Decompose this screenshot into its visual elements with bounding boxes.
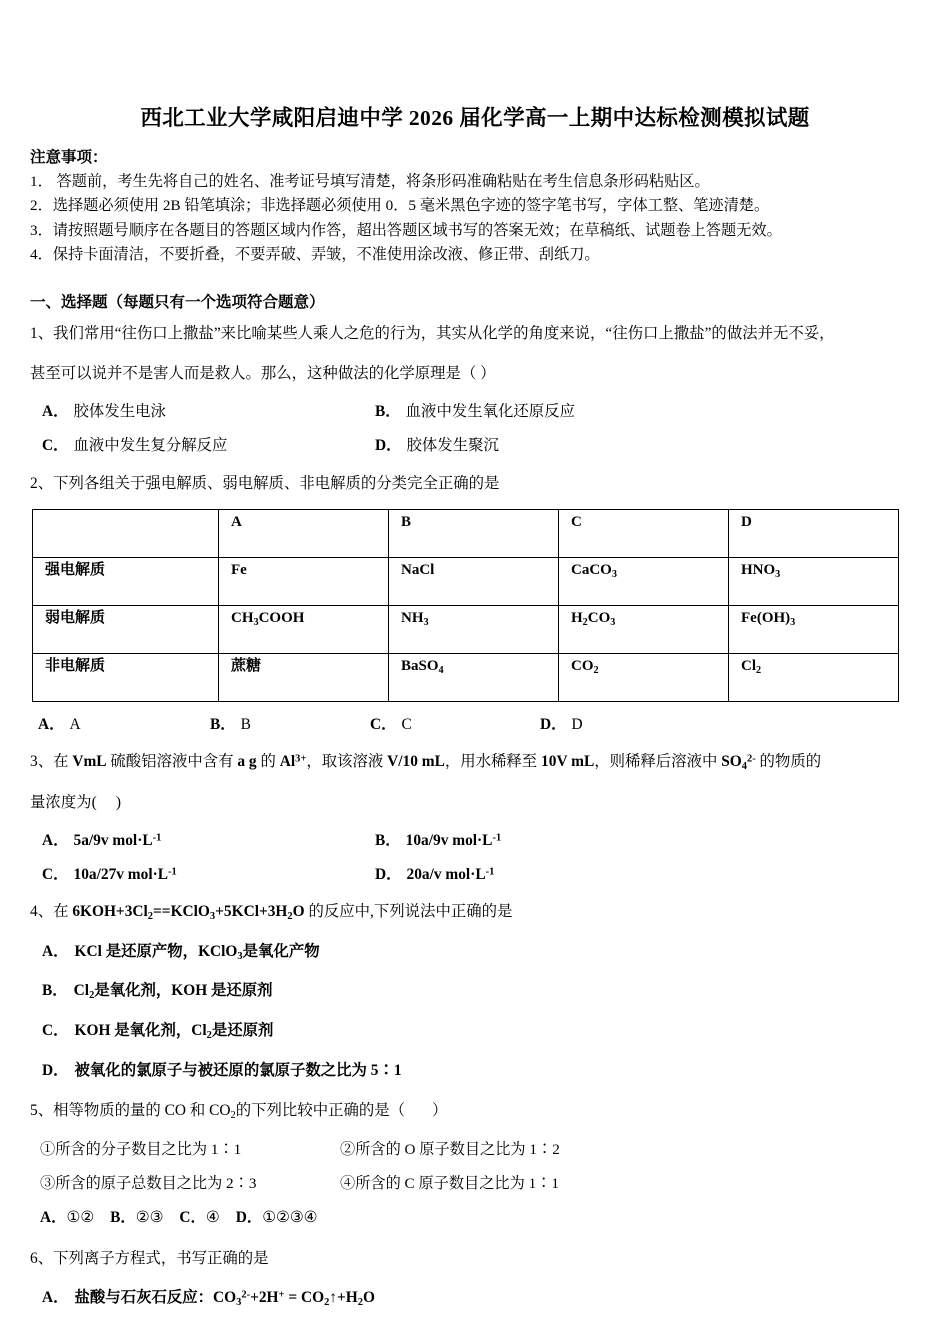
option-text: ④ xyxy=(205,1209,220,1227)
option-text: KCl 是还原产物，KClO$_3$是氧化产物 xyxy=(74,942,320,962)
question-3-stem-line-1: 3、在 VmL 硫酸铝溶液中含有 a g 的 $Al^{3+}$，取该溶液 V/10 mL，用水稀释至 10V mL，则稀释后溶液中 $SO_4^{2-}$ 的物质的 xyxy=(30,752,822,772)
option-label: D． xyxy=(540,715,567,733)
question-4-option-d[interactable] xyxy=(30,1059,920,1084)
notice-item-4: 4．保持卡面清洁，不要折叠，不要弄破、弄皱，不准使用涂改液、修正带、刮纸刀。 xyxy=(30,245,600,263)
option-label: D． xyxy=(42,1061,69,1079)
option-label: A． xyxy=(42,402,69,420)
option-label: D． xyxy=(375,865,402,883)
option-text: 血液中发生复分解反应 xyxy=(73,436,228,454)
table-row xyxy=(33,605,899,653)
option-label: A． xyxy=(42,831,69,849)
cell-weak-d: $Fe(OH)_3$ xyxy=(729,605,899,653)
question-2-option-d[interactable] xyxy=(540,712,583,734)
question-3 xyxy=(30,750,920,884)
option-label: C． xyxy=(42,436,69,454)
question-1-stem-line-2: 甚至可以说并不是害人而是救人。那么，这种做法的化学原理是（ ） xyxy=(30,364,496,382)
option-text: ①② xyxy=(66,1209,95,1227)
cell-non-d: $Cl_2$ xyxy=(729,653,899,701)
table-header-c: C xyxy=(559,509,729,557)
question-2-stem: 2、下列各组关于强电解质、弱电解质、非电解质的分类完全正确的是 xyxy=(30,474,500,492)
cell-strong-c: CaCO$_3$ xyxy=(559,557,729,605)
notice-item-1: 1． 答题前，考生先将自己的姓名、准考证号填写清楚，将条形码准确粘贴在考生信息条形码粘贴区。 xyxy=(30,172,710,190)
question-1-stem-line-1: 1、我们常用“往伤口上撒盐”来比喻某些人乘人之危的行为，其实从化学的角度来说，“往伤口上撒盐”的做法并无不妥， xyxy=(30,324,835,342)
question-1-options-row-1 xyxy=(30,400,920,421)
option-label: B． xyxy=(375,402,401,420)
question-5-stem: 5、相等物质的量的 CO 和 $CO_2$的下列比较中正确的是（ ） xyxy=(30,1102,448,1122)
option-label: B． xyxy=(110,1209,136,1227)
cell-non-a: 蔗糖 xyxy=(219,653,389,701)
option-text: 血液中发生氧化还原反应 xyxy=(405,402,575,420)
table-header-b: B xyxy=(389,509,559,557)
table-header-row xyxy=(33,509,899,557)
question-5-option-a[interactable] xyxy=(40,1209,94,1226)
question-2-option-a[interactable] xyxy=(38,712,81,734)
question-5-option-d[interactable] xyxy=(236,1209,318,1226)
question-4-option-c[interactable] xyxy=(30,1019,920,1045)
table-header-d: D xyxy=(729,509,899,557)
option-label: D． xyxy=(235,1209,263,1227)
option-text: ①②③④ xyxy=(262,1209,318,1227)
cell-strong-a: Fe xyxy=(219,557,389,605)
question-5-statements-row-2 xyxy=(30,1172,920,1193)
table-row xyxy=(33,653,899,701)
option-text: 10a/9v $mol\cdot L^{-1}$ xyxy=(405,831,502,849)
notice-heading: 注意事项： xyxy=(30,148,108,166)
question-4-option-b[interactable] xyxy=(30,979,920,1005)
option-label: B． xyxy=(42,982,68,1000)
option-text: KOH 是氧化剂，$Cl_2$是还原剂 xyxy=(74,1021,274,1041)
cell-weak-a: $CH_3COOH$ xyxy=(219,605,389,653)
question-5-statement-2: ②所含的 O 原子数目之比为 1∶2 xyxy=(340,1141,560,1159)
question-3-options-row-2 xyxy=(30,863,920,884)
option-text: 盐酸与石灰石反应：$CO_3^{2-}+2H^+$ = $CO_2↑+H_2O$ xyxy=(74,1288,375,1308)
question-2-option-c[interactable] xyxy=(370,712,412,734)
option-label: C． xyxy=(179,1209,206,1227)
question-1-option-b[interactable] xyxy=(375,400,575,425)
question-5-option-c[interactable] xyxy=(179,1209,219,1226)
notice-block xyxy=(30,146,920,267)
option-label: A． xyxy=(42,1288,69,1306)
table-row xyxy=(33,557,899,605)
question-4-option-a[interactable] xyxy=(30,940,920,966)
cell-strong-d: $HNO_3$ xyxy=(729,557,899,605)
cell-non-b: BaSO$_4$ xyxy=(389,653,559,701)
option-label: D． xyxy=(375,436,402,454)
table-header-a: A xyxy=(219,509,389,557)
page-title: 西北工业大学咸阳启迪中学 2026 届化学高一上期中达标检测模拟试题 xyxy=(140,106,810,130)
electrolyte-classification-table xyxy=(32,509,899,702)
question-5 xyxy=(30,1099,920,1231)
question-3-option-b[interactable] xyxy=(375,829,501,854)
question-1-option-d[interactable] xyxy=(375,434,499,459)
option-text: 10a/27v $mol\cdot L^{-1}$ xyxy=(73,865,177,883)
question-6-option-a[interactable] xyxy=(30,1286,920,1312)
option-label: A． xyxy=(38,715,65,733)
section-heading-multiple-choice: 一、选择题（每题只有一个选项符合题意） xyxy=(30,294,325,312)
question-5-statement-1: ①所含的分子数目之比为 1∶1 xyxy=(40,1141,242,1159)
option-text: 胶体发生聚沉 xyxy=(406,436,499,454)
question-4 xyxy=(30,900,920,1084)
option-text: C xyxy=(401,715,412,733)
row-label-weak-electrolyte: 弱电解质 xyxy=(33,605,219,653)
question-5-statements-row-1 xyxy=(30,1138,920,1159)
option-text: $Cl_2$是氧化剂，KOH 是还原剂 xyxy=(73,982,273,1002)
notice-item-3: 3．请按照题号顺序在各题目的答题区域内作答，超出答题区域书写的答案无效；在草稿纸、试题卷上答题无效。 xyxy=(30,221,782,239)
question-5-statement-3: ③所含的原子总数目之比为 2∶3 xyxy=(40,1175,257,1193)
option-text: ②③ xyxy=(135,1209,164,1227)
option-label: B． xyxy=(375,831,401,849)
option-text: B xyxy=(240,715,251,733)
option-label: A． xyxy=(42,942,69,960)
question-1-options-row-2 xyxy=(30,434,920,455)
question-6-stem: 6、下列离子方程式，书写正确的是 xyxy=(30,1249,269,1267)
row-label-non-electrolyte: 非电解质 xyxy=(33,653,219,701)
question-2-option-b[interactable] xyxy=(210,712,251,734)
question-3-stem-line-2: 量浓度为( ) xyxy=(30,793,122,811)
option-label: B． xyxy=(210,715,236,733)
cell-weak-c: $H_2CO_3$ xyxy=(559,605,729,653)
option-text: 被氧化的氯原子与被还原的氯原子数之比为 5∶1 xyxy=(74,1061,402,1079)
option-text: 20a/v $mol\cdot L^{-1}$ xyxy=(406,865,495,883)
table-header-blank xyxy=(33,509,219,557)
question-5-option-b[interactable] xyxy=(110,1209,163,1226)
option-label: A． xyxy=(40,1209,67,1227)
question-1 xyxy=(30,322,920,455)
question-1-option-a[interactable] xyxy=(42,400,166,425)
option-text: 5a/9v $mol\cdot L^{-1}$ xyxy=(73,831,162,849)
cell-weak-b: $NH_3$ xyxy=(389,605,559,653)
question-3-options-row-1 xyxy=(30,829,920,850)
question-2-answers-row xyxy=(30,712,920,734)
cell-non-c: $CO_2$ xyxy=(559,653,729,701)
question-3-option-d[interactable] xyxy=(375,863,494,888)
cell-strong-b: NaCl xyxy=(389,557,559,605)
question-2 xyxy=(30,472,920,734)
question-4-stem: 4、在 $6KOH+3Cl_2==KClO_3+5KCl+3H_2O$ 的反应中,下列说法中正确的是 xyxy=(30,902,513,922)
question-6 xyxy=(30,1247,920,1312)
question-3-option-c[interactable] xyxy=(42,863,177,888)
notice-item-2: 2．选择题必须使用 2B 铅笔填涂；非选择题必须使用 0．5 毫米黑色字迹的签字笔书写，字体工整、笔迹清楚。 xyxy=(30,197,770,215)
question-5-statement-4: ④所含的 C 原子数目之比为 1∶1 xyxy=(340,1175,559,1193)
row-label-strong-electrolyte: 强电解质 xyxy=(33,557,219,605)
option-text: D xyxy=(571,715,583,733)
question-1-option-c[interactable] xyxy=(42,434,227,459)
option-label: C． xyxy=(370,715,397,733)
option-label: C． xyxy=(42,865,69,883)
option-text: 胶体发生电泳 xyxy=(73,402,166,420)
option-text: A xyxy=(69,715,81,733)
option-label: C． xyxy=(42,1021,69,1039)
question-5-answers-row xyxy=(30,1206,920,1231)
question-3-option-a[interactable] xyxy=(42,829,161,854)
